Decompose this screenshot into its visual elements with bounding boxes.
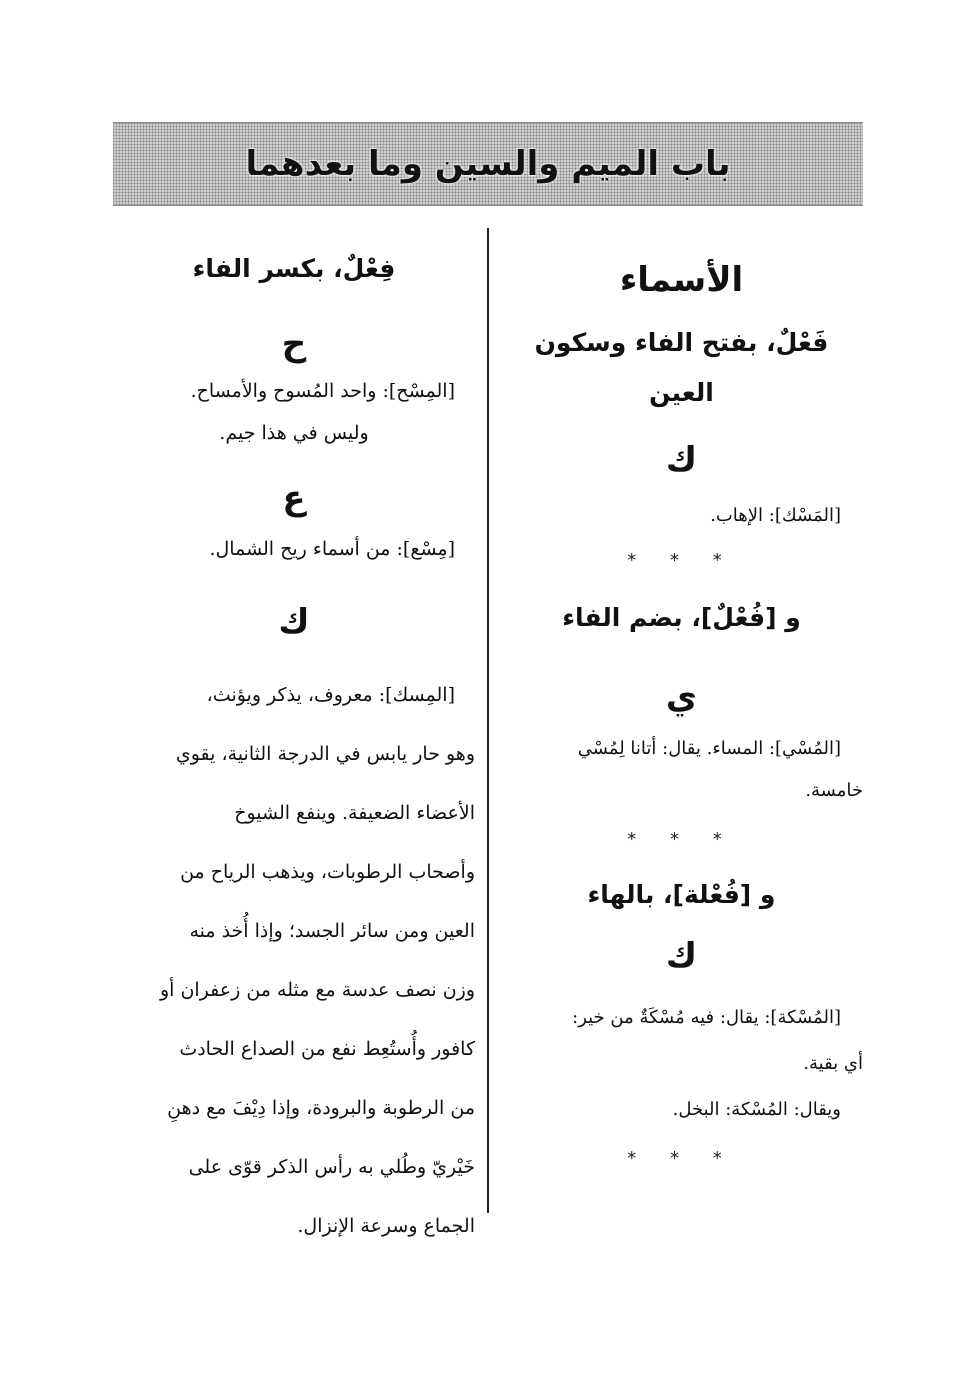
root-letter: ح [281,324,307,364]
pattern-heading: فَعْلٌ، بفتح الفاء وسكون العين [534,328,829,407]
entry-line: العين ومن سائر الجسد؛ وإذا أُخذ منه [189,920,475,942]
root-letter: ك [665,440,698,480]
entry-text: أي بقية. [803,1053,863,1074]
entry-text: [المُسْكة]: يقال: فيه مُسْكَةٌ من خير: [572,1007,841,1028]
entry-text: [المِسْح]: واحد المُسوح والأمساح. [190,380,455,402]
entry-text: خامسة. [805,780,863,801]
section-title: الأسماء [619,260,744,300]
separator-stars: * * * [627,550,736,571]
entry-line: وزن نصف عدسة مع مثله من زعفران أو [159,979,475,1001]
separator-stars: * * * [627,829,736,850]
entry-line: الأعضاء الضعيفة. وينفع الشيوخ [234,802,475,824]
root-letter: ك [665,936,698,976]
pattern-heading: فِعْلٌ، بكسر الفاء [192,254,396,283]
musk-entry [113,666,475,1256]
entry-text: ويقال: المُسْكة: البخل. [672,1099,841,1120]
entry-line: خَيْريّ وطُلي به رأس الذكر قوّى على [188,1156,475,1178]
entry-text: [مِسْع]: من أسماء ريح الشمال. [209,538,455,560]
entry-text: [المَسْك]: الإهاب. [710,505,841,526]
chapter-title: باب الميم والسين وما بعدهما [245,144,731,184]
separator-stars: * * * [627,1148,736,1169]
entry-line: وهو حار يابس في الدرجة الثانية، يقوي [175,743,475,765]
entry-line: كافور وأُستُعِط نفع من الصداع الحادث [179,1038,475,1060]
entry-line: وأصحاب الرطوبات، ويذهب الرياح من [180,861,475,883]
chapter-banner [113,122,863,206]
pattern-heading: و [فُعْلٌ]، بضم الفاء [562,603,801,632]
entry-line: [المِسك]: معروف، يذكر ويؤنث، [206,684,455,706]
root-letter: ي [665,677,698,717]
pattern-heading: و [فُعْلة]، بالهاء [587,880,776,909]
entry-text: وليس في هذا جيم. [219,422,369,444]
root-letter: ك [278,602,310,642]
right-column [500,250,863,1169]
entry-line: الجماع وسرعة الإنزال. [297,1215,475,1237]
column-divider [487,228,489,1213]
entry-line: من الرطوبة والبرودة، وإذا دِيْفَ مع دهنِ [167,1097,475,1119]
left-column [113,240,475,1256]
entry-text: [المُسْي]: المساء. يقال: أتانا لِمُسْي [577,738,841,759]
root-letter: ع [282,478,306,518]
